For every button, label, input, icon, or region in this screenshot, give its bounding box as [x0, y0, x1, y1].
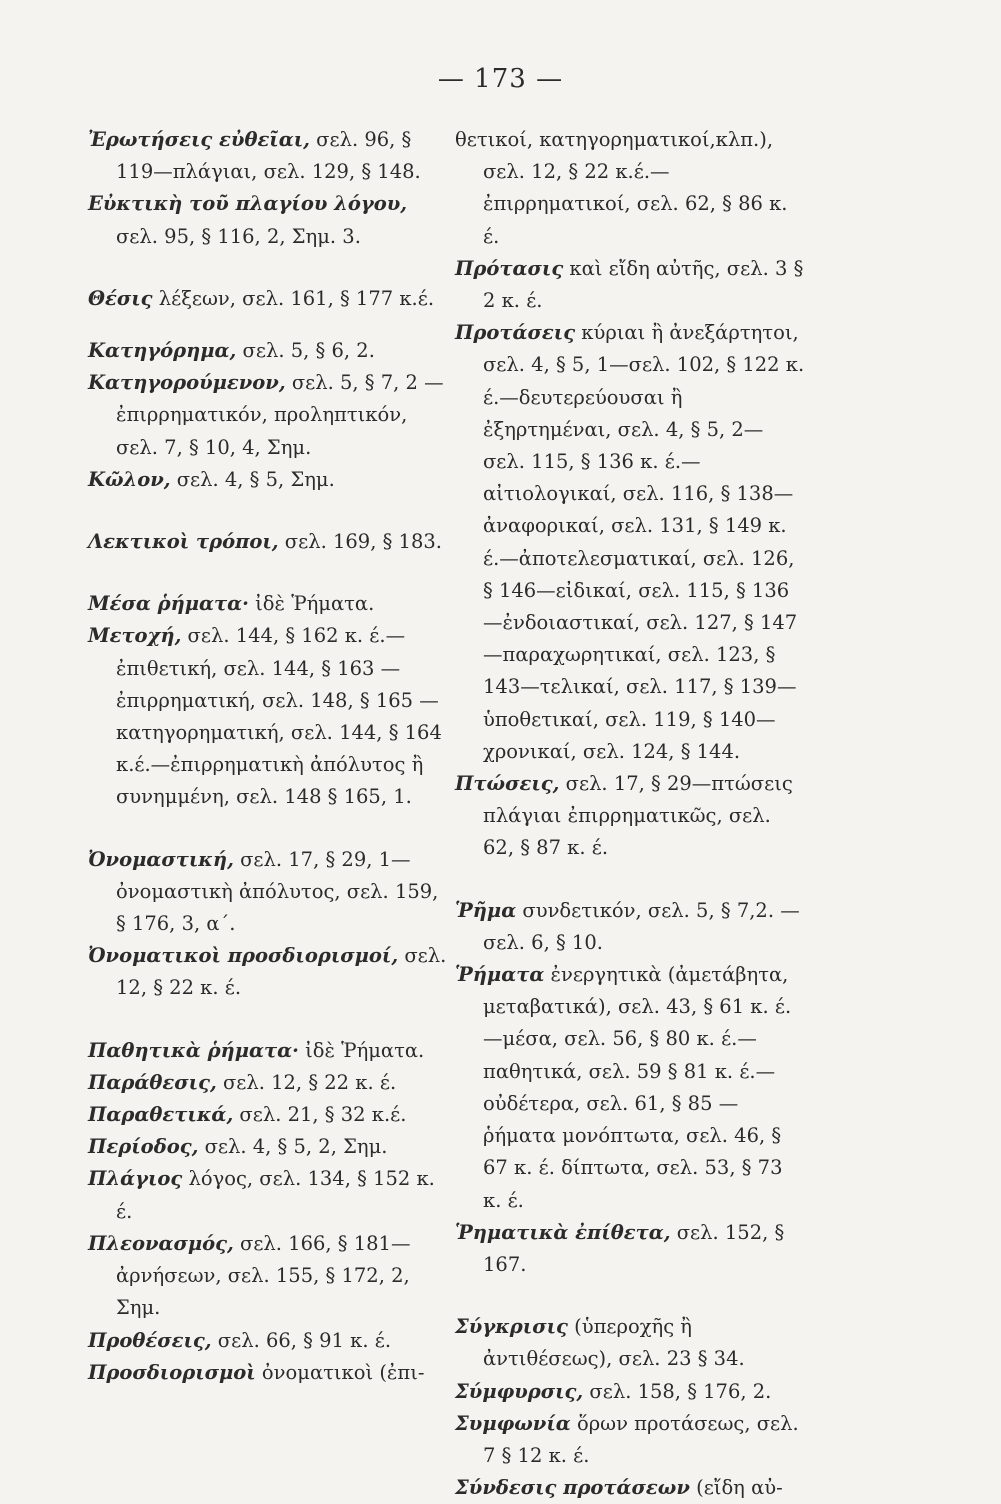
index-entry [455, 1217, 807, 1281]
entry-headword: Προθέσεις, [88, 1328, 212, 1352]
entry-references: σελ. 17, § 29, 1— ὀνομαστικὴ ἀπόλυτος, σελ. 159, § 176, 3, α΄. [116, 847, 439, 936]
index-entry [455, 895, 807, 959]
entry-headword: Μέσα ῥήματα· [88, 592, 249, 616]
index-entry [88, 940, 453, 1004]
index-entry [88, 1067, 453, 1099]
entry-headword: Πρότασις [455, 256, 564, 280]
entry-references: σελ. 96, § 119—πλάγιαι, σελ. 129, § 148. [116, 128, 421, 184]
index-entry [88, 124, 453, 188]
entry-headword: Παραθετικά, [88, 1103, 234, 1127]
index-entry [455, 1376, 807, 1408]
entry-references: σελ. 66, § 91 κ. έ. [211, 1328, 392, 1352]
entry-references: συνδετικόν, σελ. 5, § 7,2. —σελ. 6, § 10. [483, 898, 800, 954]
entry-headword: Σύγκρισις [455, 1315, 568, 1339]
entry-references: σελ. 12, § 22 κ. έ. [216, 1070, 397, 1094]
entry-headword: Πλάγιος [88, 1167, 183, 1191]
index-entry [455, 1472, 807, 1504]
entry-headword: Λεκτικοὶ τρόποι, [88, 530, 279, 554]
entry-headword: Σύμφυρσις, [455, 1379, 584, 1403]
entry-references: σελ. 158, § 176, 2. [583, 1379, 772, 1403]
entry-references: σελ. 4, § 5, Σημ. [170, 467, 335, 491]
index-entry [455, 124, 807, 253]
entry-references: ἰδὲ Ῥήματα. [298, 1038, 425, 1062]
entry-headword: Εὐκτικὴ τοῦ πλαγίου λόγου, [88, 192, 408, 216]
index-entry [88, 1228, 453, 1325]
entry-references: λόγος, σελ. 134, § 152 κ. έ. [116, 1167, 435, 1223]
entry-headword: Προτάσεις [455, 321, 576, 345]
index-entry [88, 1035, 453, 1067]
entry-references: (ὑπεροχῆς ἢ ἀντιθέσεως), σελ. 23 § 34. [483, 1315, 745, 1371]
entry-headword: Ὀνοματικοὶ προσδιορισμοί, [88, 944, 399, 968]
entry-references: καὶ εἴδη αὐτῆς, σελ. 3 § 2 κ. έ. [483, 256, 804, 313]
entry-references: θετικοί, κατηγορηματικοί,κλπ.), σελ. 12, § 22 κ.έ.—ἐπιρρηματικοί, σελ. 62, § 86 κ. έ. [455, 128, 788, 248]
entry-references: ἰδὲ Ῥήματα. [248, 592, 375, 616]
index-entry [455, 317, 807, 768]
page-number: — 173 — [437, 64, 564, 94]
entry-references: σελ. 166, § 181— ἀρνήσεων, σελ. 155, § 172, 2, Σημ. [116, 1231, 411, 1320]
index-entry [88, 283, 453, 315]
index-column-left [88, 124, 453, 1389]
entry-references: σελ. 5, § 6, 2. [236, 339, 375, 363]
entry-references: σελ. 17, § 29—πτώσεις πλάγιαι ἐπιρρηματικῶς, σελ. 62, § 87 κ. έ. [483, 772, 793, 860]
entry-references: σελ. 152, § 167. [483, 1220, 785, 1276]
entry-headword: Κῶλον, [88, 467, 171, 491]
entry-headword: Ῥηματικὰ ἐπίθετα, [455, 1220, 671, 1244]
index-entry [88, 1099, 453, 1131]
index-entry [88, 1357, 453, 1389]
entry-references: σελ. 144, § 162 κ. έ.— ἐπιθετική, σελ. 144, § 163 — ἐπιρρηματική, σελ. 148, § 165 —κατηγορηματική, σελ. 144, § 164 κ.έ.—ἐπιρρηματικὴ ἀπόλυτος ἢ συνημμένη, σελ. 148 § 165, 1. [116, 624, 442, 809]
entry-references: σελ. 5, § 7, 2 — ἐπιρρηματικόν, προληπτικόν, σελ. 7, § 10, 4, Σημ. [116, 371, 444, 459]
index-entry [88, 188, 453, 252]
index-entry [88, 526, 453, 558]
entry-headword: Προσδιορισμοὶ [88, 1360, 256, 1384]
index-entry [455, 1408, 807, 1472]
index-entry [455, 959, 807, 1217]
index-entry [455, 1311, 807, 1375]
entry-headword: Μετοχή, [88, 624, 182, 648]
entry-references: σελ. 21, § 32 κ.έ. [233, 1103, 407, 1127]
index-entry [88, 620, 453, 813]
entry-references: ὅρων προτάσεως, σελ. 7 § 12 κ. έ. [483, 1411, 799, 1467]
index-entry [88, 1325, 453, 1357]
entry-references: ἐνεργητικὰ (ἀμετάβητα, μεταβατικά), σελ. 43, § 61 κ. έ.—μέσα, σελ. 56, § 80 κ. έ.—παθητικά, σελ. 59 § 81 κ. έ.—οὐδέτερα, σελ. 61, § 85 —ῥήματα μονόπτωτα, σελ. 46, § 67 κ. έ. δίπτωτα, σελ. 53, § 73 κ. έ. [483, 963, 792, 1212]
entry-references: σελ. 95, § 116, 2, Σημ. 3. [116, 224, 361, 248]
index-entry [455, 768, 807, 865]
index-entry [88, 1163, 453, 1227]
entry-headword: Πτώσεις, [455, 772, 560, 796]
index-entry [88, 844, 453, 941]
entry-references: ὀνοματικοὶ (ἐπι- [255, 1360, 425, 1384]
index-entry [88, 367, 453, 464]
entry-references: σελ. 169, § 183. [278, 530, 442, 554]
index-entry [88, 464, 453, 496]
entry-headword: Παθητικὰ ῥήματα· [88, 1038, 299, 1062]
entry-headword: Πλεονασμός, [88, 1231, 234, 1255]
entry-references: σελ. 12, § 22 κ. έ. [116, 944, 447, 1000]
entry-references: λέξεων, σελ. 161, § 177 κ.έ. [152, 286, 435, 310]
index-entry [88, 1131, 453, 1163]
entry-headword: Ἐρωτήσεις εὐθεῖαι, [88, 128, 310, 151]
index-entry [455, 253, 807, 317]
entry-headword: Κατηγόρημα, [88, 339, 237, 363]
index-column-right [455, 124, 807, 1504]
entry-headword: Περίοδος, [88, 1135, 199, 1159]
entry-references: κύριαι ἢ ἀνεξάρτητοι, σελ. 4, § 5, 1—σελ. 102, § 122 κ. έ.—δευτερεύουσαι ἢ ἐξηρτημέναι, σελ. 4, § 5, 2— σελ. 115, § 136 κ. έ.—αἰτιολογικαί, σελ. 116, § 138—ἀναφορικαί, σελ. 131, § 149 κ. έ.—ἀποτελεσματικαί, σελ. 126, § 146—εἰδικαί, σελ. 115, § 136—ἐνδοιαστικαί, σελ. 127, § 147—παραχωρητικαί, σελ. 123, § 143—τελικαί, σελ. 117, § 139—ὑποθετικαί, σελ. 119, § 140—χρονικαί, σελ. 124, § 144. [483, 321, 805, 763]
index-entry [88, 335, 453, 367]
index-entry [88, 588, 453, 620]
entry-references: (εἴδη αὐ- [689, 1476, 783, 1500]
entry-headword: Θέσις [88, 286, 153, 310]
entry-headword: Ῥῆμα [455, 898, 517, 922]
entry-headword: Κατηγορούμενον, [88, 371, 286, 395]
entry-headword: Σύνδεσις προτάσεων [455, 1476, 690, 1500]
entry-references: σελ. 4, § 5, 2, Σημ. [198, 1135, 388, 1159]
entry-headword: Ῥήματα [455, 963, 545, 987]
entry-headword: Συμφωνία [455, 1411, 571, 1435]
entry-headword: Ὀνομαστική, [88, 847, 234, 871]
entry-headword: Παράθεσις, [88, 1070, 217, 1094]
